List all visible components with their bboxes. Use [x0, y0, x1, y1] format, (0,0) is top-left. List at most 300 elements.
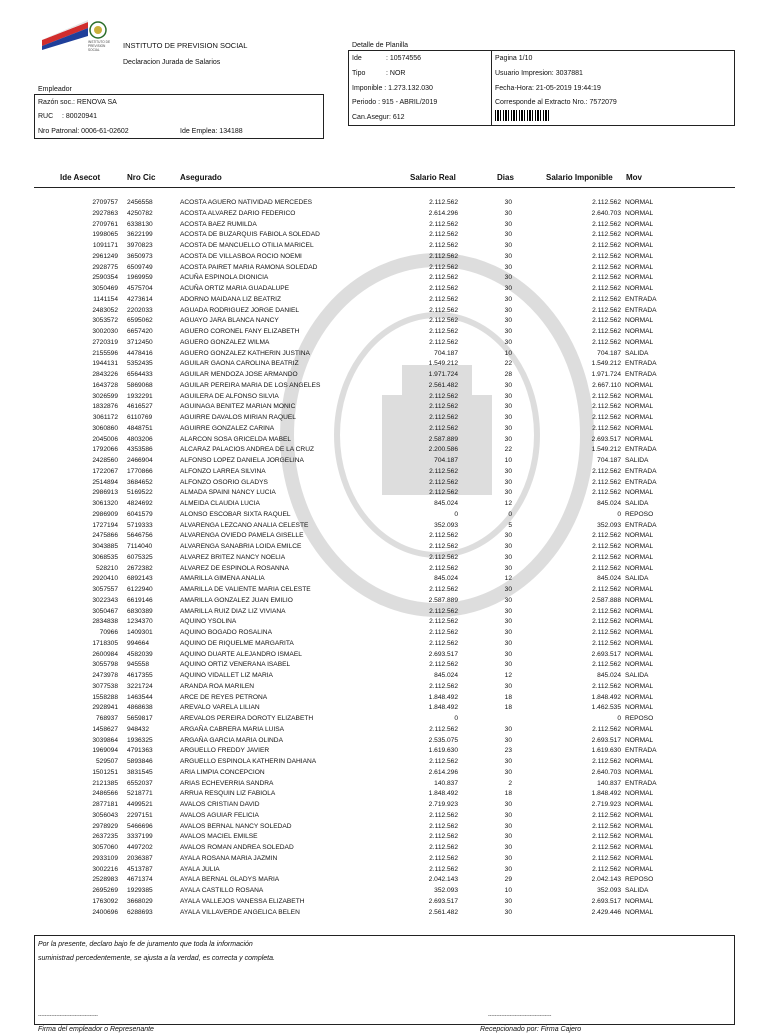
- cell-ide-asecot: 1969094: [92, 747, 118, 755]
- cell-ide-asecot: 2709761: [92, 220, 118, 228]
- signature-label: Firma del empleador o Represenante: [38, 1026, 154, 1033]
- cell-mov: NORMAL: [625, 553, 654, 561]
- detail-title: Detalle de Planilla: [352, 42, 409, 49]
- cell-salario-imponible: 2.112.562: [592, 199, 621, 206]
- fecha-hora: Fecha-Hora: 21-05-2019 19:44:19: [495, 85, 601, 92]
- table-row: [0, 252, 768, 262]
- cell-salario-real: 2.112.562: [429, 199, 458, 206]
- cell-nro-cic: 4497202: [127, 844, 153, 851]
- cell-salario-real: 2.535.075: [428, 736, 458, 744]
- cell-dias: 30: [504, 199, 512, 206]
- cell-nro-cic: 5659817: [127, 715, 153, 722]
- cell-salario-imponible: 704.187: [597, 349, 621, 357]
- cell-asegurado: AYALA VILLAVERDE ANGELICA BELEN: [180, 908, 300, 916]
- cell-mov: NORMAL: [625, 618, 654, 626]
- cell-salario-real: 2.112.562: [429, 639, 458, 647]
- declaration-line-1: Por la presente, declaro bajo fe de juramento que toda la información: [38, 941, 253, 948]
- cell-dias: 30: [504, 822, 512, 830]
- cell-asegurado: AGUERO CORONEL FANY ELIZABETH: [180, 328, 300, 335]
- cell-mov: SALIDA: [625, 575, 649, 583]
- table-row: [0, 564, 768, 574]
- cell-nro-cic: 6338130: [127, 220, 153, 228]
- cell-salario-imponible: 2.112.562: [592, 725, 621, 733]
- col-nro-cic: Nro Cic: [127, 173, 156, 182]
- cell-nro-cic: 4250782: [127, 209, 153, 217]
- cell-salario-imponible: 2.429.446: [591, 908, 621, 916]
- table-row: [0, 596, 768, 606]
- cell-salario-real: 1.848.492: [428, 704, 458, 712]
- cell-salario-real: 704.187: [434, 457, 458, 464]
- cell-salario-imponible: 845.024: [597, 575, 621, 583]
- cell-mov: NORMAL: [625, 199, 654, 206]
- cell-mov: NORMAL: [625, 242, 654, 249]
- cell-asegurado: AYALA BERNAL GLADYS MARIA: [180, 876, 280, 884]
- cell-salario-imponible: 2.112.562: [592, 285, 621, 292]
- cell-ide-asecot: 3053572: [92, 317, 118, 325]
- cell-mov: NORMAL: [625, 543, 654, 550]
- cell-nro-cic: 5169522: [127, 489, 153, 497]
- table-row: [0, 671, 768, 681]
- cell-mov: NORMAL: [625, 897, 654, 905]
- cell-asegurado: ACOSTA DE VILLASBOA ROCIO NOEMI: [180, 252, 302, 260]
- cell-mov: NORMAL: [625, 274, 654, 282]
- cell-salario-imponible: 1.549.212: [591, 360, 621, 368]
- cell-dias: 18: [504, 704, 512, 712]
- col-mov: Mov: [626, 173, 642, 182]
- cell-salario-real: 2.112.562: [429, 532, 458, 540]
- cell-mov: NORMAL: [625, 704, 654, 712]
- cell-asegurado: ALVARENGA OVIEDO PAMELA GISELLE: [180, 532, 304, 540]
- cell-asegurado: AGUILAR GAONA CAROLINA BEATRIZ: [180, 360, 299, 368]
- cell-nro-cic: 1234370: [127, 618, 153, 626]
- cell-mov: NORMAL: [625, 317, 654, 325]
- cell-salario-imponible: 2.112.562: [592, 424, 621, 432]
- cell-dias: 30: [504, 489, 512, 497]
- cell-nro-cic: 3337199: [127, 833, 153, 841]
- cell-mov: NORMAL: [625, 908, 654, 916]
- cell-asegurado: ARGAÑA CABRERA MARIA LUISA: [180, 725, 285, 733]
- cell-mov: NORMAL: [625, 865, 654, 873]
- cell-salario-imponible: 2.112.562: [592, 392, 621, 400]
- cell-ide-asecot: 2709757: [92, 199, 118, 206]
- cell-mov: REPOSO: [625, 510, 654, 518]
- table-row: [0, 435, 768, 445]
- cell-dias: 10: [504, 457, 512, 464]
- cell-asegurado: ACUÑA ORTIZ MARIA GUADALUPE: [180, 285, 290, 292]
- table-row: [0, 349, 768, 359]
- cell-nro-cic: 4671374: [127, 876, 153, 884]
- cell-mov: NORMAL: [625, 564, 654, 572]
- cell-ide-asecot: 70966: [99, 629, 118, 636]
- table-row: [0, 736, 768, 746]
- cell-nro-cic: 4575704: [127, 285, 153, 292]
- cell-salario-real: 2.112.562: [429, 242, 458, 249]
- cell-salario-imponible: 0: [617, 510, 621, 518]
- table-row: [0, 359, 768, 369]
- cell-dias: 0: [508, 510, 512, 518]
- cell-salario-imponible: 2.112.562: [592, 682, 621, 690]
- signature-line-left: ------------------------------------: [38, 1013, 98, 1019]
- cell-dias: 30: [504, 682, 512, 690]
- ruc-value: : 80020941: [62, 113, 98, 120]
- cell-mov: NORMAL: [625, 231, 654, 239]
- cell-dias: 30: [504, 629, 512, 636]
- cell-ide-asecot: 1727194: [92, 521, 118, 529]
- cell-salario-real: 2.112.562: [429, 822, 458, 830]
- cell-mov: ENTRADA: [625, 371, 657, 378]
- cell-nro-cic: 1929385: [127, 887, 153, 894]
- cell-dias: 18: [504, 693, 512, 701]
- cell-dias: 28: [504, 371, 512, 378]
- cell-mov: ENTRADA: [625, 446, 657, 454]
- table-row: [0, 553, 768, 563]
- cell-ide-asecot: 2475866: [92, 532, 118, 540]
- cell-asegurado: AQUINO YSOLINA: [180, 618, 237, 626]
- cell-nro-cic: 4848751: [127, 424, 153, 432]
- cell-nro-cic: 3650973: [127, 252, 153, 260]
- cell-mov: NORMAL: [625, 768, 654, 776]
- cell-asegurado: AREVALO VARELA LILIAN: [180, 704, 260, 712]
- cell-salario-real: 845.024: [434, 575, 458, 583]
- cell-salario-real: 2.112.562: [429, 854, 458, 862]
- cell-salario-imponible: 2.112.562: [592, 478, 621, 486]
- cell-dias: 30: [504, 317, 512, 325]
- table-row: [0, 198, 768, 208]
- cell-nro-cic: 5352435: [127, 360, 153, 368]
- cell-nro-cic: 6041579: [127, 510, 153, 518]
- cell-asegurado: ARIAS ECHEVERRIA SANDRA: [180, 779, 274, 787]
- cell-salario-real: 1.971.724: [428, 371, 458, 378]
- cell-nro-cic: 3221724: [127, 682, 153, 690]
- table-row: [0, 316, 768, 326]
- cell-salario-real: 2.112.562: [429, 424, 458, 432]
- cell-mov: NORMAL: [625, 736, 654, 744]
- table-row: [0, 607, 768, 617]
- cell-mov: NORMAL: [625, 414, 654, 421]
- cell-ide-asecot: 1944131: [92, 360, 118, 368]
- cell-salario-real: 2.112.562: [429, 285, 458, 292]
- cell-salario-real: 2.587.889: [428, 596, 458, 604]
- cell-salario-real: 1.848.492: [428, 693, 458, 701]
- cell-salario-real: 2.561.482: [428, 908, 458, 916]
- cell-ide-asecot: 2045006: [92, 435, 118, 443]
- cell-mov: ENTRADA: [625, 360, 657, 368]
- cell-asegurado: AQUINO DUARTE ALEJANDRO ISMAEL: [180, 650, 302, 658]
- table-row: [0, 886, 768, 896]
- cell-ide-asecot: 1558288: [92, 693, 118, 701]
- cell-asegurado: AQUINO BOGADO ROSALINA: [180, 629, 272, 636]
- cell-asegurado: AGUIRRE DAVALOS MIRIAN RAQUEL: [180, 414, 296, 421]
- cell-dias: 30: [504, 242, 512, 249]
- declaration-line-2: suministrad percedentemente, se ajusta a la verdad, es correcta y completa.: [38, 955, 275, 962]
- cell-salario-real: 2.112.562: [429, 553, 458, 561]
- cell-ide-asecot: 2528983: [92, 876, 118, 884]
- cell-dias: 30: [504, 618, 512, 626]
- cell-salario-imponible: 2.112.562: [592, 532, 621, 540]
- cell-dias: 18: [504, 790, 512, 798]
- cell-dias: 30: [504, 295, 512, 303]
- table-row: [0, 843, 768, 853]
- cell-ide-asecot: 2933109: [92, 854, 118, 862]
- cell-salario-real: 2.112.562: [429, 338, 458, 346]
- cell-salario-real: 2.112.562: [429, 564, 458, 572]
- cell-salario-imponible: 704.187: [597, 457, 621, 464]
- table-row: [0, 789, 768, 799]
- cell-asegurado: ALFONZO OSORIO GLADYS: [180, 478, 268, 486]
- cell-ide-asecot: 2986909: [92, 510, 118, 518]
- cell-salario-real: 2.112.562: [429, 231, 458, 239]
- document-subtitle: Declaracion Jurada de Salarios: [123, 59, 221, 66]
- cell-ide-asecot: 1722067: [92, 467, 118, 475]
- institute-name: INSTITUTO DE PREVISION SOCIAL: [123, 41, 248, 50]
- table-row: [0, 574, 768, 584]
- cell-salario-real: 352.093: [434, 521, 458, 529]
- cell-nro-cic: 1463544: [127, 693, 153, 701]
- cell-mov: NORMAL: [625, 285, 654, 292]
- cell-mov: NORMAL: [625, 435, 654, 443]
- cell-salario-imponible: 2.112.562: [592, 854, 621, 862]
- table-row: [0, 273, 768, 283]
- cell-nro-cic: 3684652: [127, 478, 153, 486]
- cell-asegurado: AREVALOS PEREIRA DOROTY ELIZABETH: [180, 715, 314, 722]
- cell-mov: ENTRADA: [625, 747, 657, 755]
- cell-asegurado: AGUERO GONZALEZ KATHERIN JUSTINA: [180, 349, 310, 357]
- cell-ide-asecot: 1792066: [92, 446, 118, 454]
- cell-salario-real: 2.561.482: [428, 381, 458, 389]
- col-salario-imponible: Salario Imponible: [546, 173, 613, 182]
- cell-asegurado: AMARILLA RUIZ DIAZ LIZ VIVIANA: [180, 607, 286, 615]
- cell-salario-imponible: 2.112.562: [592, 811, 621, 819]
- cell-salario-imponible: 2.112.562: [592, 263, 621, 271]
- table-row: [0, 295, 768, 305]
- table-row: [0, 811, 768, 821]
- table-row: [0, 402, 768, 412]
- cell-dias: 30: [504, 854, 512, 862]
- cell-mov: NORMAL: [625, 682, 654, 690]
- table-row: [0, 456, 768, 466]
- cell-mov: ENTRADA: [625, 467, 657, 475]
- cell-nro-cic: 2672382: [127, 564, 153, 572]
- cell-nro-cic: 2466904: [127, 457, 153, 464]
- table-row: [0, 703, 768, 713]
- cell-mov: NORMAL: [625, 220, 654, 228]
- cell-asegurado: AMARILLA DE VALIENTE MARIA CELESTE: [180, 586, 311, 593]
- cell-salario-real: 2.112.562: [429, 543, 458, 550]
- table-row: [0, 779, 768, 789]
- signature-line-right: --------------------------------------: [488, 1013, 552, 1019]
- cell-salario-imponible: 2.693.517: [591, 897, 621, 905]
- cell-asegurado: ARGAÑA GARCIA MARIA OLINDA: [180, 736, 283, 744]
- cell-salario-imponible: 2.042.143: [591, 876, 621, 884]
- cell-ide-asecot: 3022343: [92, 596, 118, 604]
- cell-dias: 30: [504, 543, 512, 550]
- periodo: Periodo : 915 - ABRIL/2019: [352, 99, 438, 106]
- table-row: [0, 521, 768, 531]
- table-row: [0, 660, 768, 670]
- cell-salario-imponible: 2.112.562: [592, 543, 621, 550]
- cell-asegurado: AQUINO ORTIZ VENERANA ISABEL: [180, 661, 291, 669]
- table-row: [0, 263, 768, 273]
- cell-dias: 30: [504, 220, 512, 228]
- table-row: [0, 241, 768, 251]
- cell-dias: 30: [504, 467, 512, 475]
- cell-salario-imponible: 845.024: [597, 672, 621, 679]
- table-row: [0, 897, 768, 907]
- cell-salario-real: 2.112.562: [429, 661, 458, 669]
- cell-salario-imponible: 2.693.517: [591, 736, 621, 744]
- table-row: [0, 413, 768, 423]
- table-row: [0, 746, 768, 756]
- cell-mov: NORMAL: [625, 403, 654, 411]
- cell-nro-cic: 1409301: [127, 629, 153, 636]
- cell-ide-asecot: 2695269: [92, 887, 118, 894]
- cell-ide-asecot: 3060860: [92, 424, 118, 432]
- usuario-impresion: Usuario Impresion: 3037881: [495, 70, 583, 77]
- cell-salario-imponible: 352.093: [597, 887, 621, 894]
- cell-nro-cic: 6564433: [127, 371, 153, 378]
- cell-asegurado: AGUILAR PEREIRA MARIA DE LOS ANGELES: [180, 381, 321, 389]
- cell-salario-real: 704.187: [434, 349, 458, 357]
- cell-salario-imponible: 2.112.562: [592, 564, 621, 572]
- table-row: [0, 230, 768, 240]
- cell-ide-asecot: 3050467: [92, 607, 118, 615]
- cell-nro-cic: 4513787: [127, 865, 153, 873]
- cell-mov: NORMAL: [625, 650, 654, 658]
- cell-mov: NORMAL: [625, 854, 654, 862]
- cell-mov: NORMAL: [625, 801, 654, 808]
- cell-nro-cic: 4617355: [127, 672, 153, 679]
- tipo-label: Tipo: [352, 70, 366, 77]
- cell-dias: 30: [504, 596, 512, 604]
- cell-dias: 30: [504, 338, 512, 346]
- cell-ide-asecot: 768937: [95, 715, 118, 722]
- cell-asegurado: ALMADA SPAINI NANCY LUCIA: [180, 489, 276, 497]
- cell-mov: NORMAL: [625, 811, 654, 819]
- cell-asegurado: AMARILLA GONZALEZ JUAN EMILIO: [180, 596, 293, 604]
- cell-ide-asecot: 529507: [95, 758, 118, 765]
- cell-ide-asecot: 3057060: [92, 844, 118, 851]
- cell-nro-cic: 4582039: [127, 650, 153, 658]
- cell-dias: 30: [504, 639, 512, 647]
- cell-asegurado: AGUERO GONZALEZ WILMA: [180, 338, 270, 346]
- cell-salario-real: 845.024: [434, 500, 458, 507]
- cell-nro-cic: 6830389: [127, 607, 153, 615]
- cell-mov: NORMAL: [625, 586, 654, 593]
- cell-salario-imponible: 1.971.724: [591, 371, 621, 378]
- cell-ide-asecot: 2928775: [92, 263, 118, 271]
- cell-asegurado: ACOSTA ALVAREZ DARIO FEDERICO: [180, 209, 296, 217]
- col-ide-asecot: Ide Asecot: [60, 173, 101, 182]
- cell-asegurado: AQUINO DE RIQUELME MARGARITA: [180, 639, 294, 647]
- cell-mov: ENTRADA: [625, 295, 657, 303]
- cell-salario-imponible: 2.112.562: [592, 822, 621, 830]
- cell-ide-asecot: 3055798: [92, 661, 118, 669]
- cell-salario-real: 2.112.562: [429, 274, 458, 282]
- cell-ide-asecot: 2600984: [92, 650, 118, 658]
- cell-salario-real: 2.614.296: [428, 768, 458, 776]
- cell-salario-imponible: 2.112.562: [592, 758, 621, 765]
- cell-asegurado: AGUILAR MENDOZA JOSE ARMANDO: [180, 371, 298, 378]
- cell-ide-asecot: 3057557: [92, 586, 118, 593]
- cell-asegurado: AYALA VALLEJOS VANESSA ELIZABETH: [180, 897, 305, 905]
- cell-asegurado: ALONSO ESCOBAR SIXTA RAQUEL: [180, 510, 291, 518]
- cell-dias: 30: [504, 478, 512, 486]
- cell-ide-asecot: 2961249: [92, 252, 118, 260]
- cell-ide-asecot: 3002030: [92, 328, 118, 335]
- cell-salario-real: 2.112.562: [429, 865, 458, 873]
- cell-nro-cic: 3712450: [127, 338, 153, 346]
- ide-label: Ide: [352, 55, 362, 62]
- cell-salario-imponible: 2.112.562: [592, 252, 621, 260]
- table-row: [0, 682, 768, 692]
- table-row: [0, 488, 768, 498]
- cell-nro-cic: 6595062: [127, 317, 153, 325]
- cell-ide-asecot: 1718305: [92, 639, 118, 647]
- logo-text: INSTITUTO DE PREVISION SOCIAL: [88, 40, 111, 52]
- cell-nro-cic: 945558: [127, 661, 150, 669]
- cell-mov: NORMAL: [625, 725, 654, 733]
- cell-dias: 30: [504, 811, 512, 819]
- cell-mov: SALIDA: [625, 500, 649, 507]
- table-row: [0, 306, 768, 316]
- cell-salario-real: 2.693.517: [428, 897, 458, 905]
- cell-asegurado: AGUAYO JARA BLANCA NANCY: [180, 317, 279, 325]
- cell-salario-imponible: 2.112.562: [592, 833, 621, 841]
- cell-salario-real: 0: [454, 715, 458, 722]
- cell-asegurado: ARGUELLO ESPINOLA KATHERIN DAHIANA: [180, 758, 317, 765]
- cell-mov: REPOSO: [625, 876, 654, 884]
- cell-salario-real: 2.693.517: [428, 650, 458, 658]
- cell-ide-asecot: 2590354: [92, 274, 118, 282]
- cell-nro-cic: 4868638: [127, 704, 153, 712]
- cell-ide-asecot: 3039864: [92, 736, 118, 744]
- cell-salario-real: 2.719.923: [428, 801, 458, 808]
- cell-mov: ENTRADA: [625, 521, 657, 529]
- cell-nro-cic: 4803206: [127, 435, 153, 443]
- cell-salario-imponible: 2.112.562: [592, 231, 621, 239]
- cell-asegurado: AVALOS ROMAN ANDREA SOLEDAD: [180, 844, 294, 851]
- cell-salario-real: 2.112.562: [429, 478, 458, 486]
- cell-nro-cic: 7114040: [127, 543, 153, 550]
- cell-dias: 30: [504, 725, 512, 733]
- cell-salario-real: 2.112.562: [429, 833, 458, 841]
- cell-asegurado: ARCE DE REYES PETRONA: [180, 693, 268, 701]
- cell-mov: SALIDA: [625, 887, 649, 894]
- cell-nro-cic: 948432: [127, 725, 150, 733]
- cell-salario-imponible: 2.112.562: [592, 639, 621, 647]
- cell-dias: 30: [504, 403, 512, 411]
- cell-asegurado: ALVARENGA SANABRIA LOIDA EMILCE: [180, 543, 302, 550]
- cell-asegurado: AVALOS AGUIAR FELICIA: [180, 811, 259, 819]
- cell-salario-real: 2.112.562: [429, 306, 458, 314]
- cell-nro-cic: 4273614: [127, 295, 153, 303]
- corresponde-extracto: Corresponde al Extracto Nro.: 7572079: [495, 99, 617, 106]
- cell-mov: NORMAL: [625, 532, 654, 540]
- table-row: [0, 381, 768, 391]
- cell-nro-cic: 6122940: [127, 586, 153, 593]
- cell-salario-real: 2.112.562: [429, 811, 458, 819]
- cell-dias: 23: [504, 747, 512, 755]
- cell-mov: NORMAL: [625, 822, 654, 830]
- cell-dias: 30: [504, 392, 512, 400]
- nro-patronal: Nro Patronal: 0006-61-02602: [38, 128, 129, 135]
- cell-asegurado: AQUINO VIDALLET LIZ MARIA: [180, 672, 273, 679]
- cell-asegurado: ALVAREZ BRITEZ NANCY NOELIA: [180, 553, 286, 561]
- table-row: [0, 757, 768, 767]
- cell-salario-imponible: 1.462.535: [591, 704, 621, 712]
- cell-dias: 30: [504, 306, 512, 314]
- cell-dias: 22: [504, 360, 512, 368]
